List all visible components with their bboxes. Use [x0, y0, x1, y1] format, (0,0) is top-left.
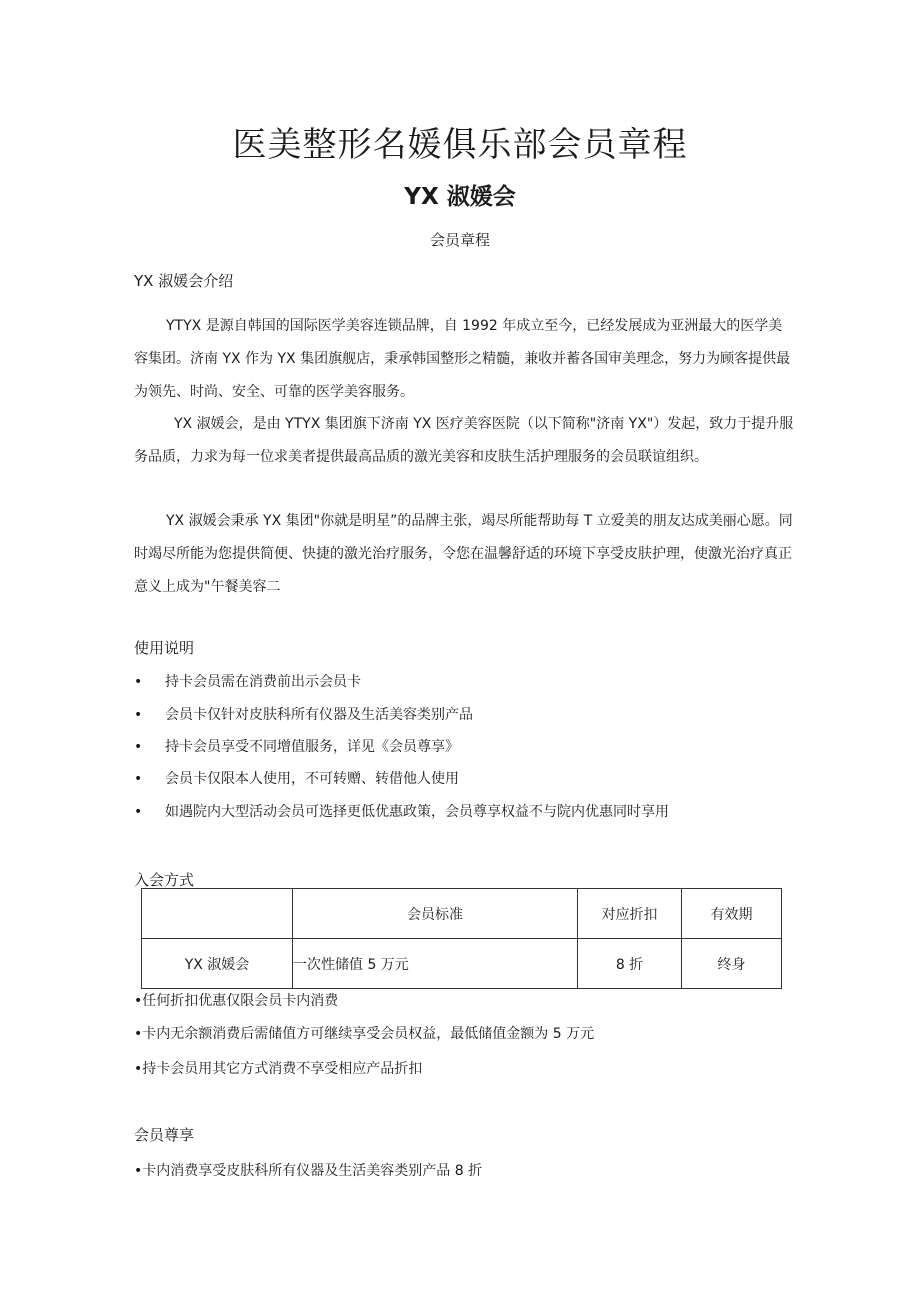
- table-header-row: [142, 889, 782, 939]
- membership-table: [141, 888, 782, 989]
- intro-paragraph-2: YX 淑媛会，是由 YTYX 集团旗下济南 YX 医疗美容医院（以下简称"济南 YX"）发起，致力于提升服务品质，力求为每一位求美者提供最高品质的激光美容和皮肤生活护理服务的会员联谊组织。: [134, 416, 794, 465]
- usage-item-text: 会员卡仅针对皮肤科所有仪器及生活美容类别产品: [165, 707, 473, 723]
- table-header-cell: 对应折扣: [578, 889, 682, 939]
- table-cell-validity: 终身: [682, 939, 782, 989]
- bullet-icon: •: [134, 739, 143, 755]
- club-name: YX 淑媛会: [404, 184, 516, 210]
- table-header-cell: [142, 889, 293, 939]
- usage-item-text: 如遇院内大型活动会员可选择更低优惠政策，会员尊享权益不与院内优惠同时享用: [165, 804, 669, 820]
- charter-subtitle: 会员章程: [429, 231, 490, 249]
- usage-item: [134, 671, 361, 691]
- membership-note: •卡内无余额消费后需储值方可继续享受会员权益，最低储值金额为 5 万元: [134, 1026, 595, 1042]
- privileges-heading: 会员尊享: [134, 1126, 195, 1144]
- usage-item: [134, 801, 669, 821]
- usage-item-text: 会员卡仅限本人使用，不可转赠、转借他人使用: [165, 771, 459, 787]
- membership-heading: 入会方式: [134, 871, 195, 889]
- usage-item-text: 持卡会员享受不同增值服务，详见《会员尊享》: [165, 739, 459, 755]
- document-title: 医美整形名媛俱乐部会员章程: [232, 125, 688, 165]
- privileges-note: •卡内消费享受皮肤科所有仪器及生活美容类别产品 8 折: [134, 1163, 483, 1179]
- intro-paragraph-1: YTYX 是源自韩国的国际医学美容连锁品牌，自 1992 年成立至今，已经发展成为亚洲最大的医学美容集团。济南 YX 作为 YX 集团旗舰店，秉承韩国整形之精髓，兼收并蓄各国审美理念，努力为顾客提供最为领先、时尚、安全、可靠的医学美容服务。: [134, 318, 791, 400]
- usage-item: [134, 736, 459, 756]
- bullet-icon: •: [134, 707, 143, 723]
- table-header-cell: 有效期: [682, 889, 782, 939]
- table-header-cell: 会员标准: [293, 889, 578, 939]
- bullet-icon: •: [134, 674, 143, 690]
- bullet-icon: •: [134, 804, 143, 820]
- bullet-icon: •: [134, 771, 143, 787]
- table-row: [142, 939, 782, 989]
- table-cell-discount: 8 折: [578, 939, 682, 989]
- intro-paragraph-3: YX 淑媛会秉承 YX 集团"你就是明星”的品牌主张，竭尽所能帮助每 T 立爱美的朋友达成美丽心愿。同时竭尽所能为您提供简便、快捷的激光治疗服务，令您在温馨舒适的环境下享受皮肤护理，使激光治疗真正意义上成为"午餐美容二: [134, 513, 793, 595]
- usage-item: [134, 768, 459, 788]
- membership-note: •任何折扣优惠仅限会员卡内消费: [134, 993, 339, 1009]
- membership-note: •持卡会员用其它方式消费不享受相应产品折扣: [134, 1061, 423, 1077]
- table-cell-tier: YX 淑媛会: [142, 939, 293, 989]
- usage-item-text: 持卡会员需在消费前出示会员卡: [165, 674, 361, 690]
- table-cell-standard: 一次性储值 5 万元: [293, 939, 578, 989]
- usage-item: [134, 704, 473, 724]
- usage-heading: 使用说明: [134, 639, 195, 657]
- intro-heading: YX 淑媛会介绍: [134, 272, 234, 290]
